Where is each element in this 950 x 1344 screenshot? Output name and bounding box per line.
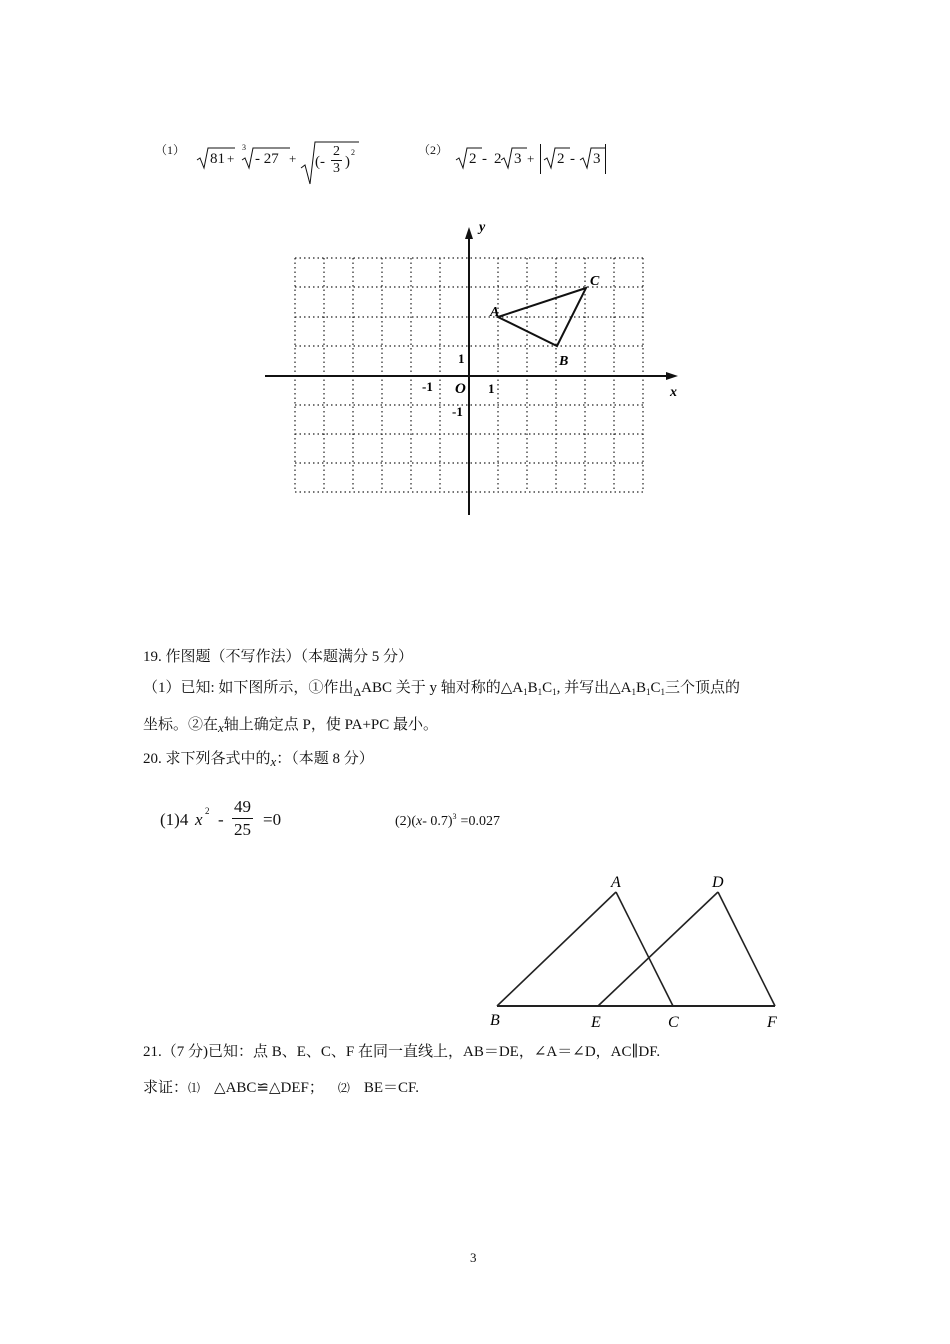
q20-equation-1: (1)4 x 2 - $\frac{49}{25}$ =0 <box>160 797 282 839</box>
segment-ac <box>616 892 673 1006</box>
q21-line1: 21.（7 分)已知：点 B、E、C、F 在同一直线上，AB＝DE，∠A＝∠D，AC∥DF. <box>143 1044 661 1060</box>
y-tick-neg1: -1 <box>452 404 463 419</box>
x-axis-label: x <box>670 385 677 400</box>
sqrt-3-a: 3 <box>514 151 522 167</box>
sqrt-2-a: 2 <box>469 151 477 167</box>
fraction-49-25: $\frac{49}{25}$ <box>234 797 251 839</box>
coef-2: 2 <box>494 151 502 167</box>
q19-line2: 坐标。②在x轴上确定点 P，使 PA+PC 最小。 <box>143 717 438 735</box>
vertex-c-label: C <box>668 1014 679 1031</box>
y-axis-label: y <box>479 220 486 235</box>
origin-label: O <box>455 381 466 397</box>
sqrt-81-body: 81 <box>210 151 225 167</box>
congruent-triangles-figure <box>480 865 800 1035</box>
vertex-f-label: F <box>767 1014 777 1031</box>
segment-df <box>718 892 775 1006</box>
power-2: 2 <box>351 148 355 157</box>
vertex-d-label: D <box>712 874 724 891</box>
vertex-a-label: A <box>611 874 621 891</box>
q19-heading: 19. 作图题（不写作法）（本题满分 5 分） <box>143 649 414 665</box>
x-tick-neg1: -1 <box>422 379 433 394</box>
abs-bar-left <box>540 144 541 174</box>
q21-line2: 求证：⑴ △ABC≌△DEF； ⑵ BE＝CF. <box>143 1080 419 1096</box>
big-sqrt-sign <box>299 140 359 186</box>
triangle-symbol: Δ <box>353 685 362 699</box>
vertex-b-label: B <box>490 1012 500 1029</box>
q19-line1: （1）已知: 如下图所示，①作出$_\Delta$ABC 关于 y 轴对称的$\triangle A_1B_1C_1$, 并写出$\triangle A_1B_1C_1$三个顶点的 <box>143 680 741 699</box>
q20-heading: 20. 求下列各式中的x：（本题 8 分） <box>143 751 374 769</box>
page-number: 3 <box>470 1250 477 1265</box>
paren-close: ) <box>345 154 350 170</box>
plus-1: + <box>227 151 235 166</box>
calc-problem-2-label: （2） <box>418 143 449 157</box>
abs-bar-right <box>605 144 606 174</box>
cbrt-index: 3 <box>242 143 246 152</box>
sqrt-3-sign-a <box>499 146 527 170</box>
cbrt-body: - 27 <box>255 151 279 167</box>
calc-problem-2 <box>418 140 618 180</box>
fraction-2-3: $\frac{2}{3}$ <box>333 144 340 176</box>
point-b-label: B <box>559 354 569 369</box>
point-a-label: A <box>490 305 500 320</box>
plus-2: + <box>289 151 297 166</box>
x-tick-1: 1 <box>488 381 495 396</box>
calc-problem-1-label: （1） <box>155 143 186 157</box>
coordinate-grid-figure <box>260 215 690 520</box>
sqrt-3-sign-b <box>578 146 606 170</box>
minus-1: - <box>482 151 487 167</box>
y-axis-arrow <box>465 227 473 239</box>
plus-3: + <box>527 151 535 166</box>
sqrt-2-b: 2 <box>557 151 565 167</box>
x-axis-arrow <box>666 372 678 380</box>
segment-ba <box>497 892 616 1006</box>
calc-problem-1 <box>155 140 375 188</box>
sqrt-3-b: 3 <box>593 151 601 167</box>
q20-equation-2: (2)(x- 0.7)$^3$ =0.027 <box>395 812 500 829</box>
point-c-label: C <box>590 274 600 289</box>
vertex-e-label: E <box>591 1014 601 1031</box>
paren-open: (- <box>315 154 325 170</box>
segment-ed <box>598 892 718 1006</box>
minus-2: - <box>570 151 575 167</box>
sqrt-2-sign-b <box>542 146 570 170</box>
sqrt-2-sign-a <box>454 146 482 170</box>
y-tick-1: 1 <box>458 351 465 366</box>
